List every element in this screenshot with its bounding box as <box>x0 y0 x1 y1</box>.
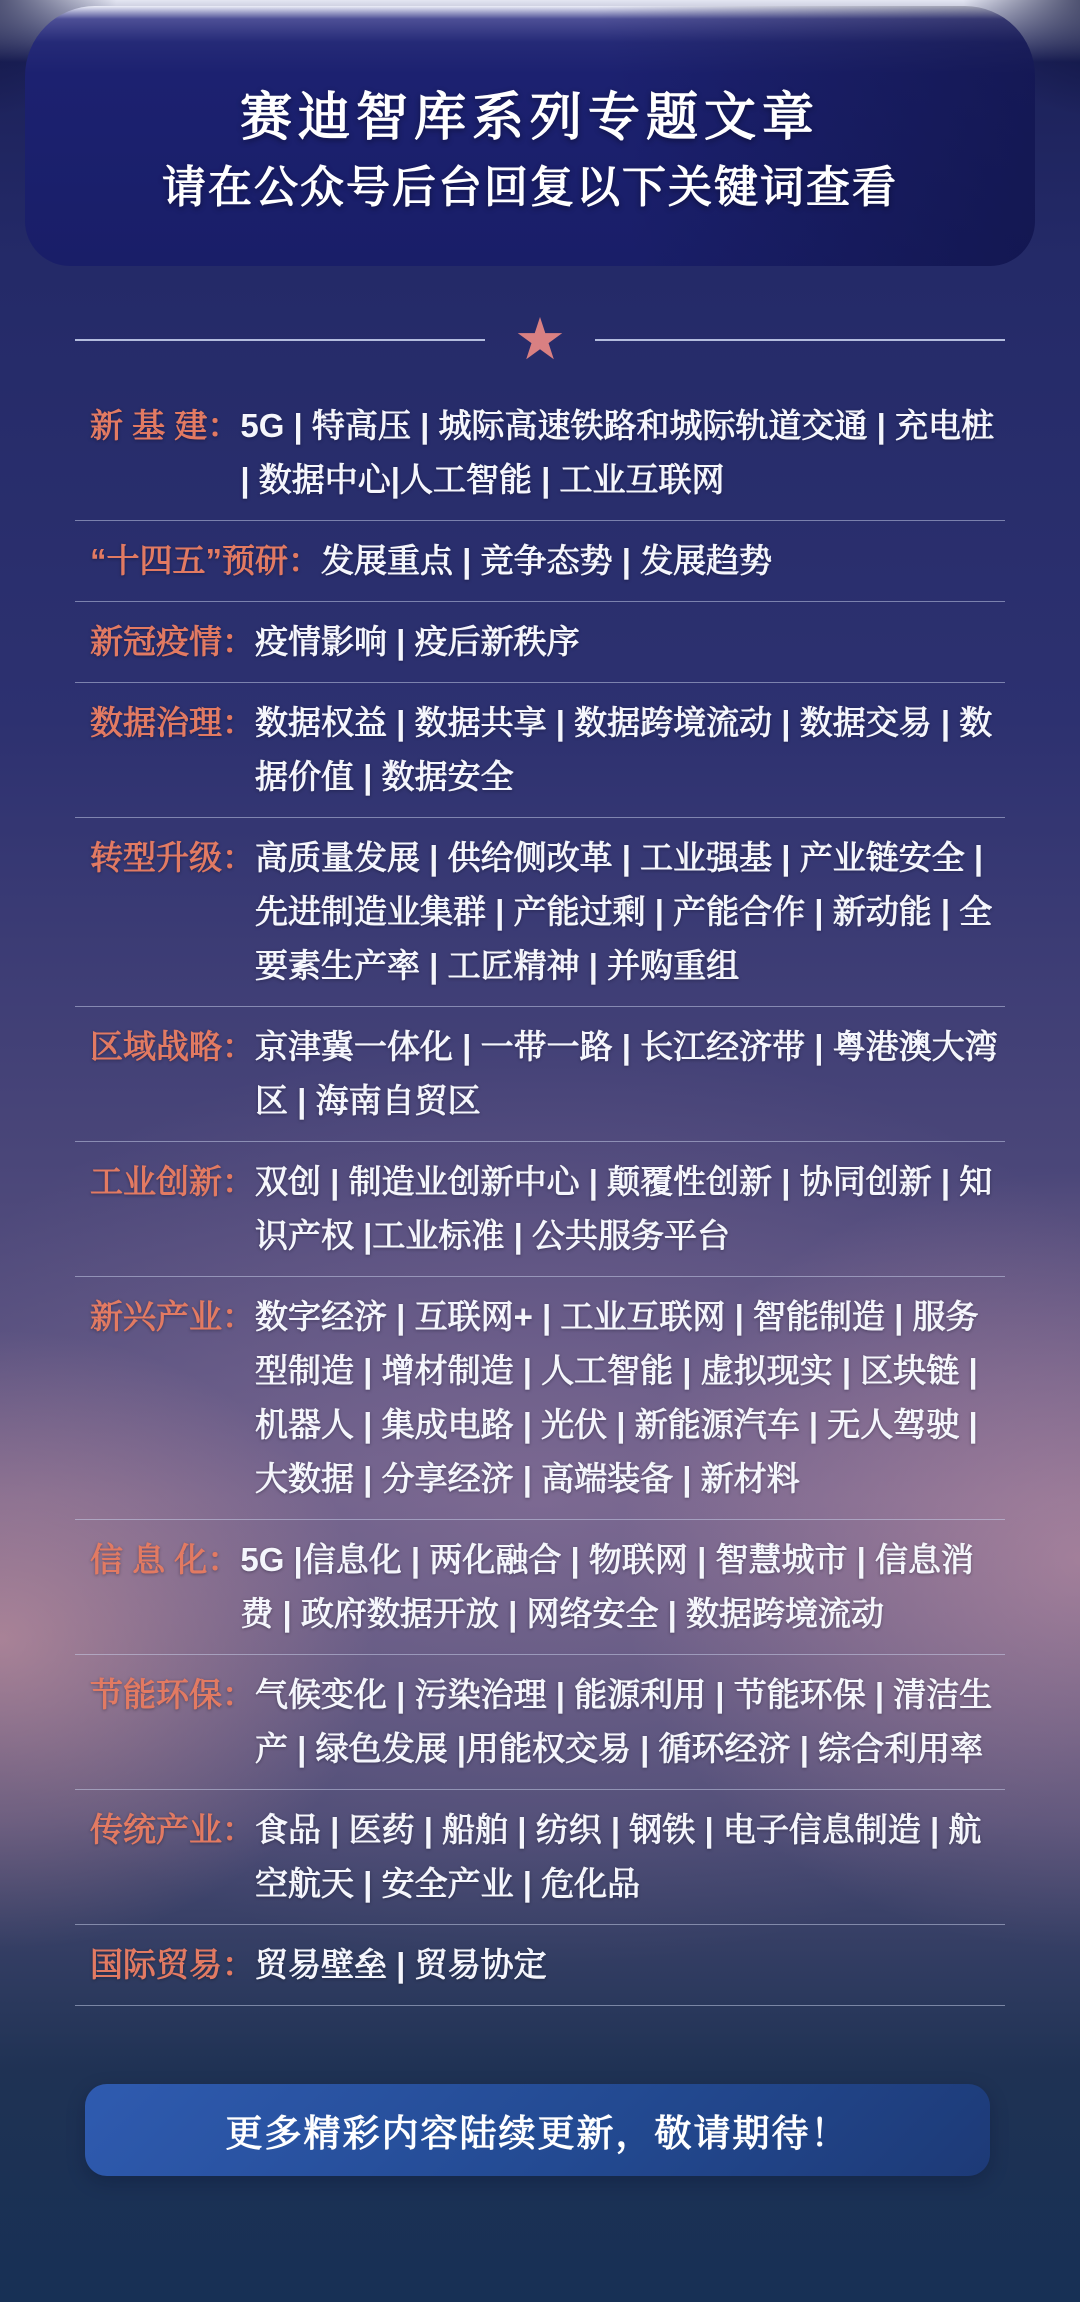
category-keywords: 数据权益 | 数据共享 | 数据跨境流动 | 数据交易 | 数据价值 | 数据安全 <box>255 704 993 795</box>
footer-text: 更多精彩内容陆续更新，敬请期待！ <box>225 2113 850 2154</box>
category-keywords: 贸易壁垒 | 贸易协定 <box>255 1946 547 1983</box>
category-row <box>75 602 1005 683</box>
category-row <box>75 521 1005 602</box>
footer-banner <box>85 2084 990 2176</box>
category-label: “十四五”预研： <box>90 542 321 579</box>
page-title: 赛迪智库系列专题文章 <box>239 89 820 147</box>
category-row <box>75 1925 1005 2006</box>
category-label: 国际贸易： <box>90 1946 255 1983</box>
category-keywords: 京津冀一体化 | 一带一路 | 长江经济带 | 粤港澳大湾区 | 海南自贸区 <box>255 1028 998 1119</box>
category-label: 工业创新： <box>90 1163 255 1200</box>
category-row <box>75 1142 1005 1277</box>
category-keywords: 5G | 特高压 | 城际高速铁路和城际轨道交通 | 充电桩 | 数据中心|人工智能 | 工业互联网 <box>240 407 995 498</box>
star-icon: ★ <box>514 307 566 372</box>
category-row <box>75 818 1005 1007</box>
category-label: 区域战略： <box>90 1028 255 1065</box>
category-keywords: 食品 | 医药 | 船舶 | 纺织 | 钢铁 | 电子信息制造 | 航空航天 | 安全产业 | 危化品 <box>255 1811 982 1902</box>
category-keywords: 疫情影响 | 疫后新秩序 <box>255 623 580 660</box>
category-keywords: 气候变化 | 污染治理 | 能源利用 | 节能环保 | 清洁生产 | 绿色发展 |用能权交易 | 循环经济 | 综合利用率 <box>255 1676 993 1767</box>
category-keywords: 高质量发展 | 供给侧改革 | 工业强基 | 产业链安全 | 先进制造业集群 | 产能过剩 | 产能合作 | 新动能 | 全要素生产率 | 工匠精神 | 并购重组 <box>255 839 993 984</box>
category-row <box>75 1007 1005 1142</box>
category-list <box>75 386 1005 2006</box>
category-label: 传统产业： <box>90 1811 255 1848</box>
category-label: 新 基 建： <box>90 407 241 444</box>
star-divider <box>75 307 1005 372</box>
category-row <box>75 386 1005 521</box>
category-keywords: 发展重点 | 竞争态势 | 发展趋势 <box>321 542 773 579</box>
category-keywords: 5G |信息化 | 两化融合 | 物联网 | 智慧城市 | 信息消费 | 政府数据开放 | 网络安全 | 数据跨境流动 <box>240 1541 975 1632</box>
category-keywords: 数字经济 | 互联网+ | 工业互联网 | 智能制造 | 服务型制造 | 增材制造 | 人工智能 | 虚拟现实 | 区块链 | 机器人 | 集成电路 | 光伏 | 新能源汽车 | 无人驾驶 | 大数据 | 分享经济 | 高端装备 | 新材料 <box>255 1298 979 1497</box>
category-row <box>75 683 1005 818</box>
category-label: 信 息 化： <box>90 1541 241 1578</box>
category-row <box>75 1277 1005 1520</box>
category-label: 节能环保： <box>90 1676 255 1713</box>
category-label: 新兴产业： <box>90 1298 255 1335</box>
category-label: 新冠疫情： <box>90 623 255 660</box>
divider-line-right <box>595 339 1005 341</box>
category-label: 转型升级： <box>90 839 255 876</box>
page-subtitle: 请在公众号后台回复以下关键词查看 <box>162 163 898 212</box>
category-row <box>75 1790 1005 1925</box>
category-row <box>75 1520 1005 1655</box>
divider-line-left <box>75 339 485 341</box>
category-row <box>75 1655 1005 1790</box>
category-label: 数据治理： <box>90 704 255 741</box>
header-card <box>25 6 1035 266</box>
category-keywords: 双创 | 制造业创新中心 | 颠覆性创新 | 协同创新 | 知识产权 |工业标准 | 公共服务平台 <box>255 1163 993 1254</box>
